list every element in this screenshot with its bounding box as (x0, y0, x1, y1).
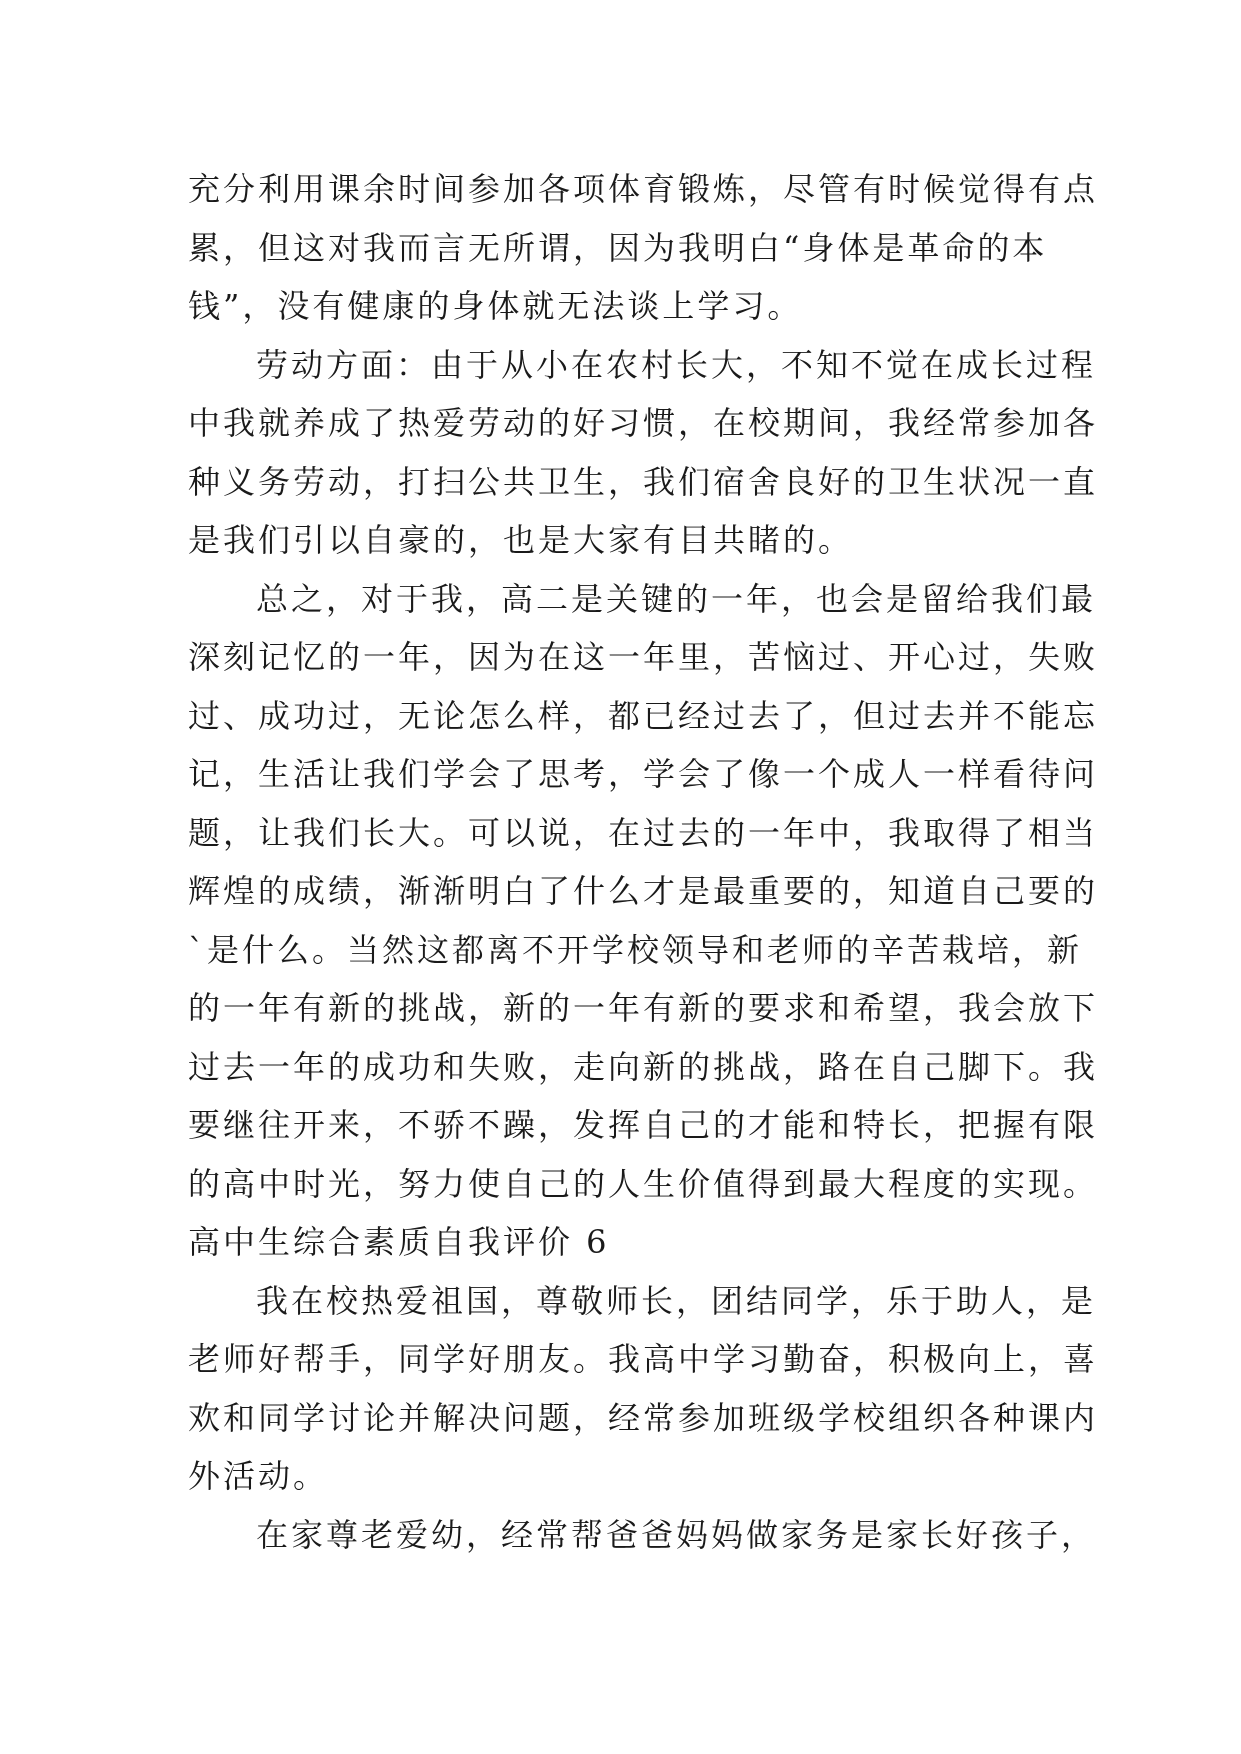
text-line: 种义务劳动，打扫公共卫生，我们宿舍良好的卫生状况一直 (188, 462, 1099, 501)
text-line: 的一年有新的挑战，新的一年有新的要求和希望，我会放下 (188, 989, 1099, 1027)
text-line: 是我们引以自豪的，也是大家有目共睹的。 (188, 521, 854, 559)
text-line: 钱”，没有健康的身体就无法谈上学习。 (188, 287, 803, 325)
text-line: 高中生综合素质自我评价 6 (188, 1223, 610, 1261)
text-line: 过、成功过，无论怎么样，都已经过去了，但过去并不能忘 (188, 696, 1099, 735)
text-line: 在家尊老爱幼，经常帮爸爸妈妈做家务是家长好孩子， (256, 1515, 1097, 1554)
text-line: 深刻记忆的一年，因为在这一年里，苦恼过、开心过，失败 (188, 638, 1099, 676)
text-line: 辉煌的成绩，渐渐明白了什么才是最重要的，知道自己要的 (188, 872, 1099, 910)
text-line: 累，但这对我而言无所谓，因为我明白“身体是革命的本 (188, 228, 1048, 267)
text-line: 要继往开来，不骄不躁，发挥自己的才能和特长，把握有限 (188, 1106, 1099, 1144)
text-line: `是什么。当然这都离不开学校领导和老师的辛苦栽培，新 (188, 930, 1083, 969)
document-body (188, 160, 1099, 1564)
text-line: 总之，对于我，高二是关键的一年，也会是留给我们最 (256, 579, 1097, 618)
text-line: 欢和同学讨论并解决问题，经常参加班级学校组织各种课内 (188, 1398, 1099, 1437)
text-line: 我在校热爱祖国，尊敬师长，团结同学，乐于助人，是 (256, 1281, 1097, 1320)
text-line: 的高中时光，努力使自己的人生价值得到最大程度的实现。 (188, 1164, 1099, 1203)
text-line: 记，生活让我们学会了思考，学会了像一个成人一样看待问 (188, 755, 1099, 793)
text-line: 题，让我们长大。可以说，在过去的一年中，我取得了相当 (188, 813, 1099, 852)
text-line: 外活动。 (188, 1457, 329, 1495)
text-line: 过去一年的成功和失败，走向新的挑战，路在自己脚下。我 (188, 1047, 1099, 1086)
text-line: 中我就养成了热爱劳动的好习惯，在校期间，我经常参加各 (188, 404, 1099, 442)
text-line: 老师好帮手，同学好朋友。我高中学习勤奋，积极向上，喜 (188, 1340, 1099, 1378)
text-line: 劳动方面：由于从小在农村长大，不知不觉在成长过程 (256, 345, 1097, 384)
text-line: 充分利用课余时间参加各项体育锻炼，尽管有时候觉得有点 (188, 170, 1099, 208)
